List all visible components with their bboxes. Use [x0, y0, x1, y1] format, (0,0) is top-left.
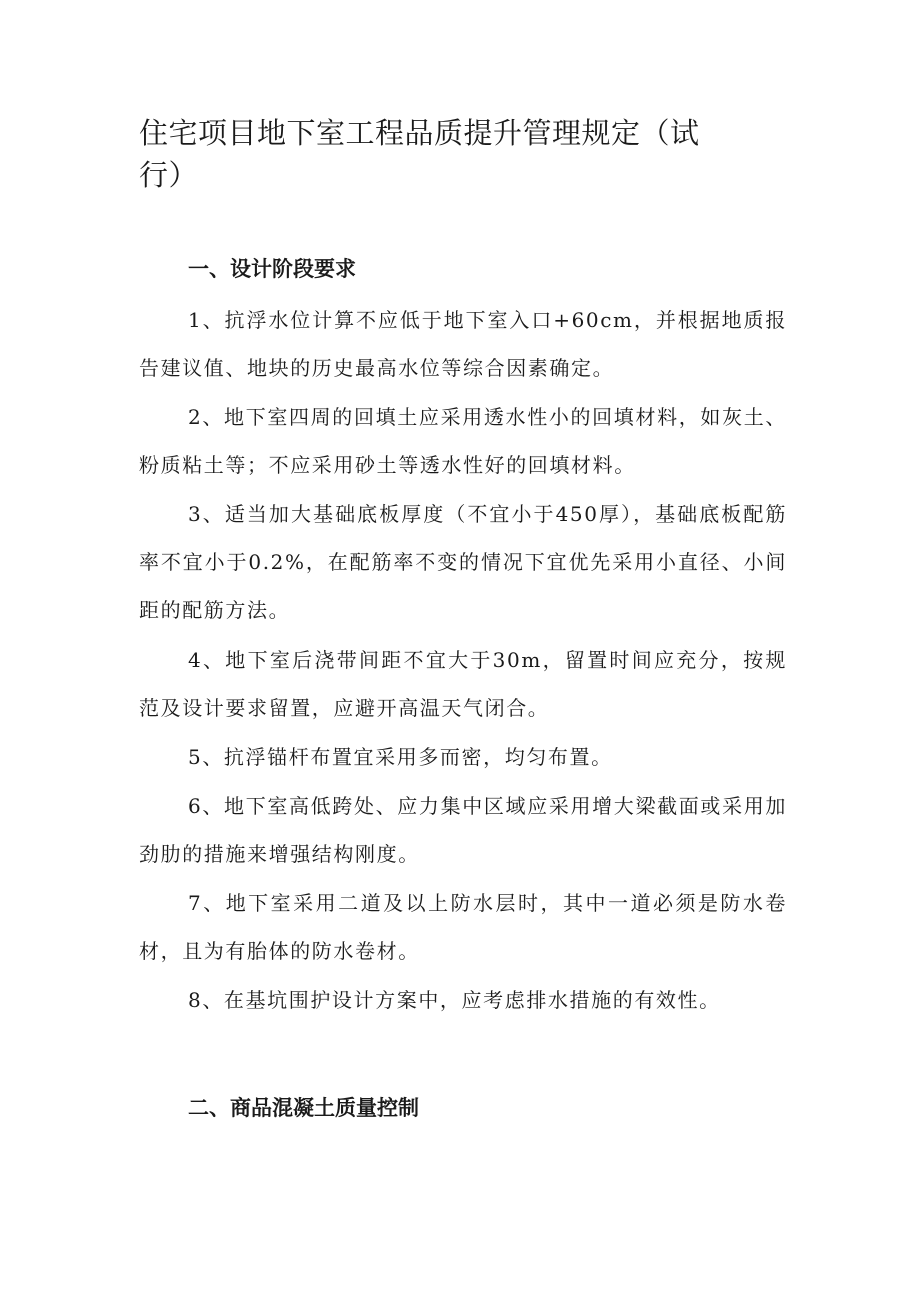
paragraph-item-1: 1、抗浮水位计算不应低于地下室入口+60cm，并根据地质报告建议值、地块的历史最高水位等综合因素确定。: [139, 308, 787, 380]
paragraph-item-8: 8、在基坑围护设计方案中，应考虑排水措施的有效性。: [188, 988, 721, 1012]
section-heading-concrete: 二、商品混凝土质量控制: [188, 1096, 419, 1120]
paragraph-item-7: 7、地下室采用二道及以上防水层时，其中一道必须是防水卷材，且为有胎体的防水卷材。: [139, 891, 787, 963]
paragraph-item-5: 5、抗浮锚杆布置宜采用多而密，均匀布置。: [188, 745, 613, 769]
paragraph-item-4: 4、地下室后浇带间距不宜大于30m，留置时间应充分，按规范及设计要求留置，应避开高温天气闭合。: [139, 648, 787, 720]
paragraph-item-2: 2、地下室四周的回填土应采用透水性小的回填材料，如灰土、粉质粘土等；不应采用砂土等透水性好的回填材料。: [139, 405, 787, 477]
document-title: 住宅项目地下室工程品质提升管理规定（试行）: [139, 116, 700, 192]
paragraph-item-6: 6、地下室高低跨处、应力集中区域应采用增大梁截面或采用加劲肋的措施来增强结构刚度。: [139, 794, 787, 866]
paragraph-item-3: 3、适当加大基础底板厚度（不宜小于450厚），基础底板配筋率不宜小于0.2%，在配筋率不变的情况下宜优先采用小直径、小间距的配筋方法。: [139, 502, 787, 622]
section-heading-design: 一、设计阶段要求: [188, 257, 356, 281]
